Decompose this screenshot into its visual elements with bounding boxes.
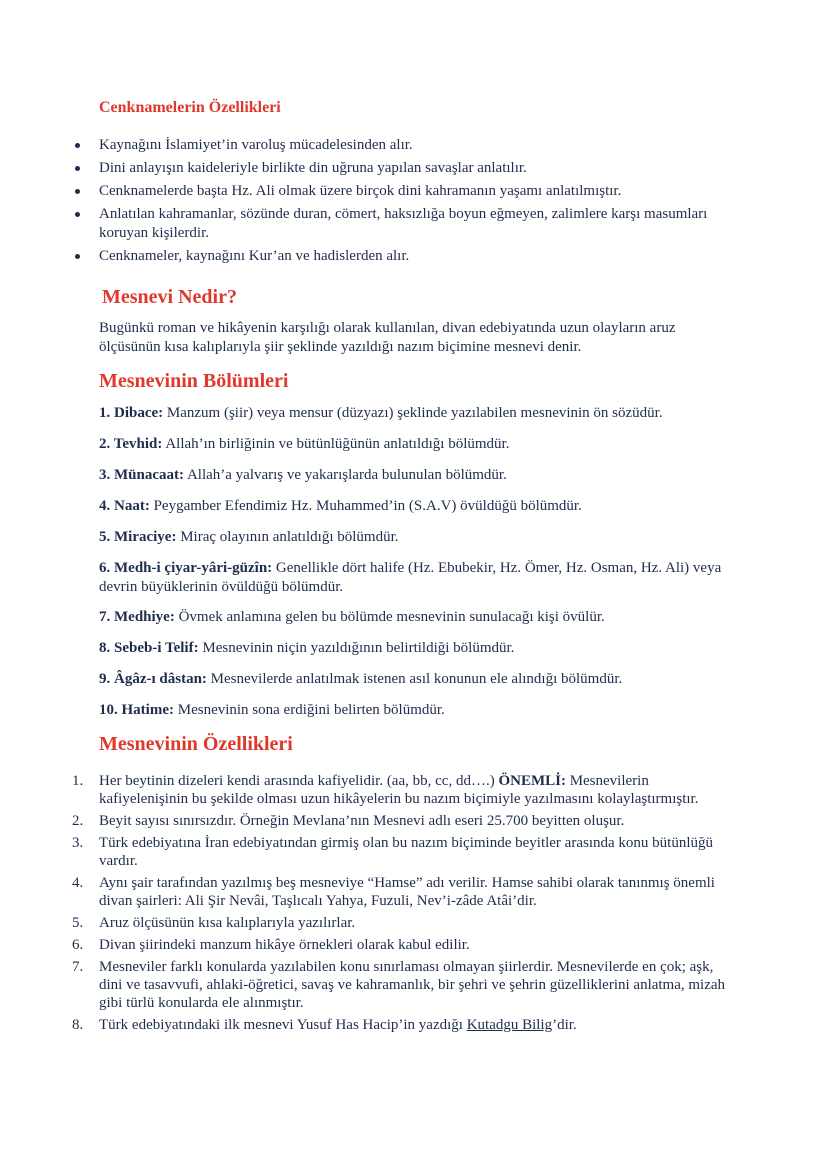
list-item — [72, 772, 729, 808]
section-term: 4. Naat: — [99, 498, 150, 514]
section-term: 2. Tevhid: — [99, 436, 163, 452]
section-term: 10. Hatime: — [99, 702, 174, 718]
section-desc: Peygamber Efendimiz Hz. Muhammed’in (S.A.V) övüldüğü bölümdür. — [153, 498, 582, 514]
section-desc: Genellikle dört halife (Hz. Ebubekir, Hz. Ömer, Hz. Osman, Hz. Ali) veya devrin büyüklerinin övüldüğü bölümdür. — [99, 560, 722, 595]
section-term: 5. Miraciye: — [99, 529, 177, 545]
item-suffix: ’dir. — [552, 1017, 577, 1033]
section-item — [99, 528, 724, 547]
list-number: 4. — [72, 875, 84, 891]
item-text: Beyit sayısı sınırsızdır. Örneğin Mevlana’nın Mesnevi adlı eseri 25.700 beyitten oluşur. — [99, 813, 625, 829]
list-number: 5. — [72, 915, 84, 931]
item-text: Türk edebiyatına İran edebiyatından girmiş olan bu nazım biçiminde beyitler arasında konu bütünlüğü vardır. — [99, 835, 713, 869]
section-term: 1. Dibace: — [99, 405, 164, 421]
item-text: Aruz ölçüsünün kısa kalıplarıyla yazılırlar. — [99, 915, 356, 931]
list-item: Cenknamelerde başta Hz. Ali olmak üzere birçok dini kahramanın yaşamı anlatılmıştır. — [99, 182, 719, 201]
section-item — [99, 559, 724, 597]
list-number: 6. — [72, 937, 84, 953]
list-number: 8. — [72, 1017, 84, 1033]
item-text: Mesnevilerin kafiyelenişinin bu şekilde olması uzun hikâyelerin bu nazım biçimiyle yazılmasını kolaylaştırmıştır. — [99, 773, 699, 807]
item-text: Aynı şair tarafından yazılmış beş mesneviye “Hamse” adı verilir. Hamse sahibi olarak tanınmış önemli divan şairleri: Ali Şir Nevâi, Taşlıcalı Yahya, Fuzuli, Nev’i-zâde Atâi’dir. — [99, 875, 715, 909]
section-desc: Allah’a yalvarış ve yakarışlarda bulunulan bölümdür. — [186, 467, 507, 483]
list-number: 7. — [72, 959, 84, 975]
section-item — [99, 701, 724, 720]
list-item — [72, 914, 729, 932]
section-item — [99, 435, 724, 454]
section-item — [99, 608, 724, 627]
list-item — [72, 1016, 729, 1034]
section-item — [99, 639, 724, 658]
list-item — [72, 812, 729, 830]
list-item — [72, 958, 729, 1012]
section-item — [99, 466, 724, 485]
list-number: 1. — [72, 773, 84, 789]
bolumler-title: Mesnevinin Bölümleri — [99, 370, 289, 392]
list-item — [72, 874, 729, 910]
section-term: 9. Âgâz-ı dâstan: — [99, 671, 207, 687]
list-number: 2. — [72, 813, 84, 829]
list-item — [72, 834, 729, 870]
section-item — [99, 404, 724, 423]
ozellikler-list — [72, 772, 729, 1038]
important-label: ÖNEMLİ: — [498, 773, 566, 789]
cenk-title: Cenknamelerin Özellikleri — [99, 99, 281, 116]
list-item: Dini anlayışın kaideleriyle birlikte din uğruna yapılan savaşlar anlatılır. — [99, 159, 719, 178]
list-item: Anlatılan kahramanlar, sözünde duran, cömert, haksızlığa boyun eğmeyen, zalimlere karşı masumları koruyan kişilerdir. — [99, 205, 719, 243]
list-item: Kaynağını İslamiyet’in varoluş mücadelesinden alır. — [99, 136, 719, 155]
list-item: Cenknameler, kaynağını Kur’an ve hadislerden alır. — [99, 247, 719, 266]
section-desc: Övmek anlamına gelen bu bölümde mesnevinin sunulacağı kişi övülür. — [178, 609, 605, 625]
section-desc: Mesnevilerde anlatılmak istenen asıl konunun ele alındığı bölümdür. — [210, 671, 623, 687]
cenk-list — [99, 136, 719, 270]
kutadgu-bilig-link[interactable]: Kutadgu Bilig — [466, 1017, 553, 1033]
section-item — [99, 670, 724, 689]
section-desc: Allah’ın birliğinin ve bütünlüğünün anlatıldığı bölümdür. — [165, 436, 510, 452]
item-text: Mesneviler farklı konularda yazılabilen konu sınırlaması olmayan şiirlerdir. Mesnevilerde en çok; aşk, dini ve tasavvufi, ahlaki-öğretici, savaş ve kahramanlık, bir şehri ve şehrin güzelliklerini anlatma, mizah gibi türlü konularda ele alınmıştır. — [99, 959, 726, 1011]
mesnevi-definition: Bugünkü roman ve hikâyenin karşılığı olarak kullanılan, divan edebiyatında uzun olayların aruz ölçüsünün kısa kalıplarıyla şiir şeklinde yazıldığı nazım biçimine mesnevi denir. — [99, 320, 676, 355]
list-item — [72, 936, 729, 954]
section-term: 7. Medhiye: — [99, 609, 175, 625]
section-item — [99, 497, 724, 516]
item-text: Türk edebiyatındaki ilk mesnevi Yusuf Has Hacip’in yazdığı — [99, 1017, 463, 1033]
mesnevi-title: Mesnevi Nedir? — [102, 286, 237, 308]
item-text: Her beytinin dizeleri kendi arasında kafiyelidir. (aa, bb, cc, dd….) — [99, 773, 495, 789]
section-desc: Miraç olayının anlatıldığı bölümdür. — [180, 529, 399, 545]
item-text: Divan şiirindeki manzum hikâye örnekleri olarak kabul edilir. — [99, 937, 470, 953]
section-term: 3. Münacaat: — [99, 467, 184, 483]
section-term: 8. Sebeb-i Telif: — [99, 640, 199, 656]
section-desc: Manzum (şiir) veya mensur (düzyazı) şeklinde yazılabilen mesnevinin ön sözüdür. — [166, 405, 663, 421]
list-number: 3. — [72, 835, 84, 851]
section-desc: Mesnevinin niçin yazıldığının belirtildiği bölümdür. — [202, 640, 515, 656]
section-desc: Mesnevinin sona erdiğini belirten bölümdür. — [177, 702, 445, 718]
section-term: 6. Medh-i çiyar-yâri-güzîn: — [99, 560, 273, 576]
ozellikler-title: Mesnevinin Özellikleri — [99, 733, 293, 755]
